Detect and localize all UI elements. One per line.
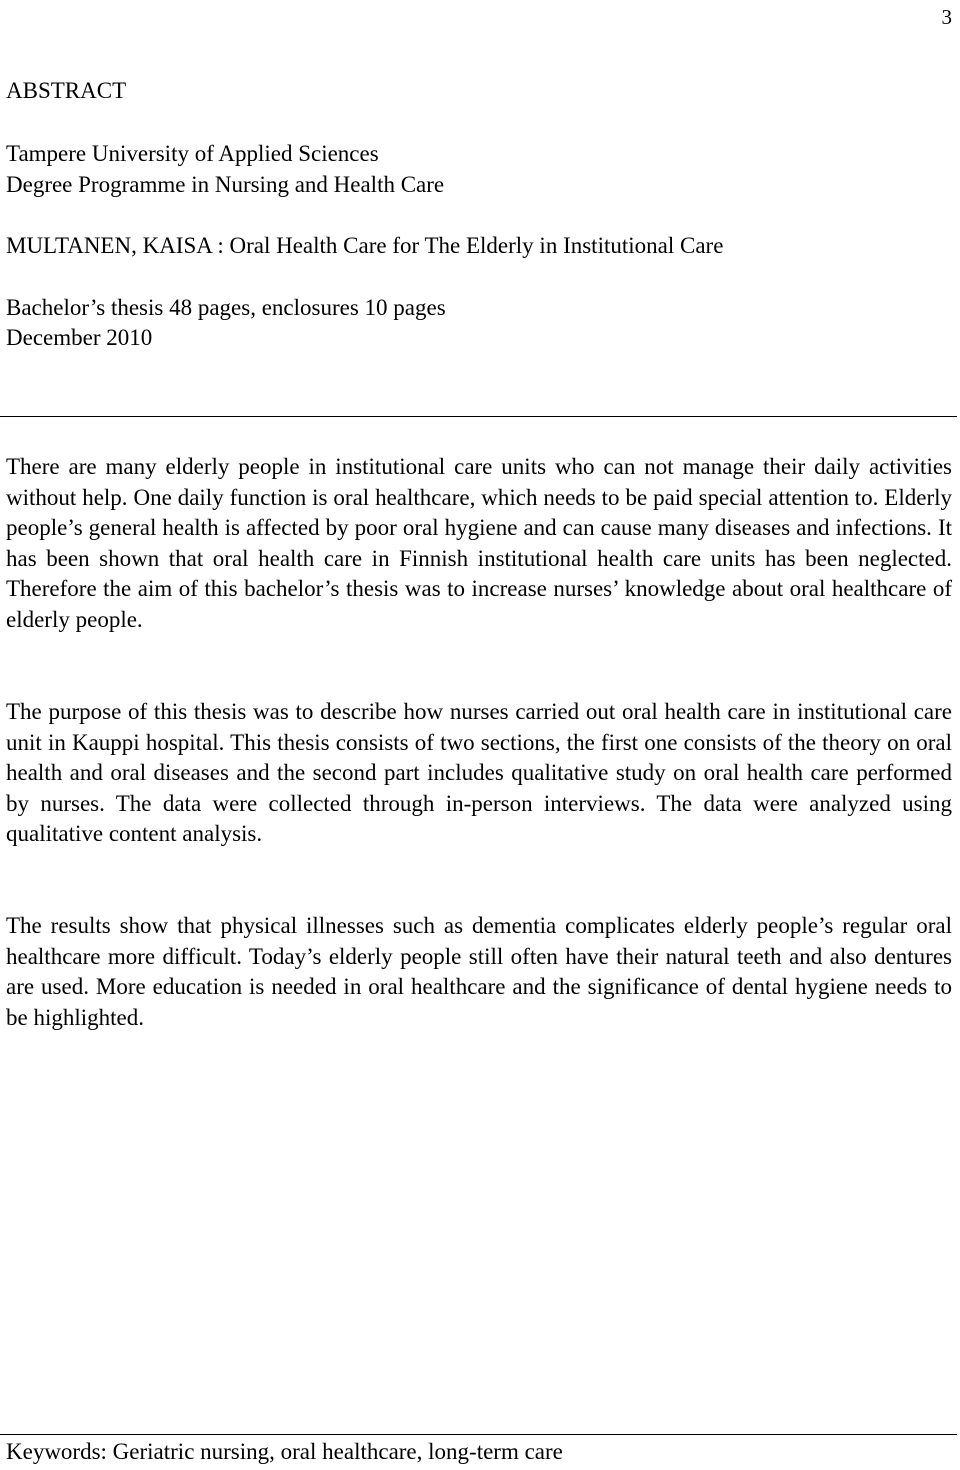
abstract-heading: ABSTRACT — [6, 78, 127, 103]
abstract-paragraph-3: The results show that physical illnesses such as dementia complicates elderly people’s regular oral healthcare more difficult. Today’s elderly people still often have their natural teeth and also dentures are used. More education is needed in oral healthcare and the significance of dental hygiene needs to be highlighted. — [6, 913, 952, 1030]
divider-rule — [0, 416, 957, 417]
page-number: 3 — [941, 5, 952, 29]
author-title-line: MULTANEN, KAISA : Oral Health Care for The Elderly in Institutional Care — [6, 233, 724, 258]
keywords-line: Keywords: Geriatric nursing, oral healthcare, long-term care — [6, 1439, 563, 1464]
abstract-paragraph-1: There are many elderly people in institutional care units who can not manage their daily activities without help. One daily function is oral healthcare, which needs to be paid special attention to. Elderly people’s general health is affected by poor oral hygiene and can cause many diseases and infections. It has been shown that oral health care in Finnish institutional health care units has been neglected. Therefore the aim of this bachelor’s thesis was to increase nurses’ knowledge about oral healthcare of elderly people. — [6, 454, 952, 632]
institution-line: Tampere University of Applied Sciences — [6, 141, 379, 166]
date-line: December 2010 — [6, 325, 153, 350]
thesis-info-line: Bachelor’s thesis 48 pages, enclosures 10 pages — [6, 295, 446, 320]
abstract-paragraph-2: The purpose of this thesis was to describe how nurses carried out oral health care in institutional care unit in Kauppi hospital. This thesis consists of two sections, the first one consists of the theory on oral health and oral diseases and the second part includes qualitative study on oral health care performed by nurses. The data were collected through in-person interviews. The data were analyzed using qualitative content analysis. — [6, 699, 952, 846]
programme-line: Degree Programme in Nursing and Health Care — [6, 172, 445, 197]
keywords-rule — [0, 1434, 957, 1435]
